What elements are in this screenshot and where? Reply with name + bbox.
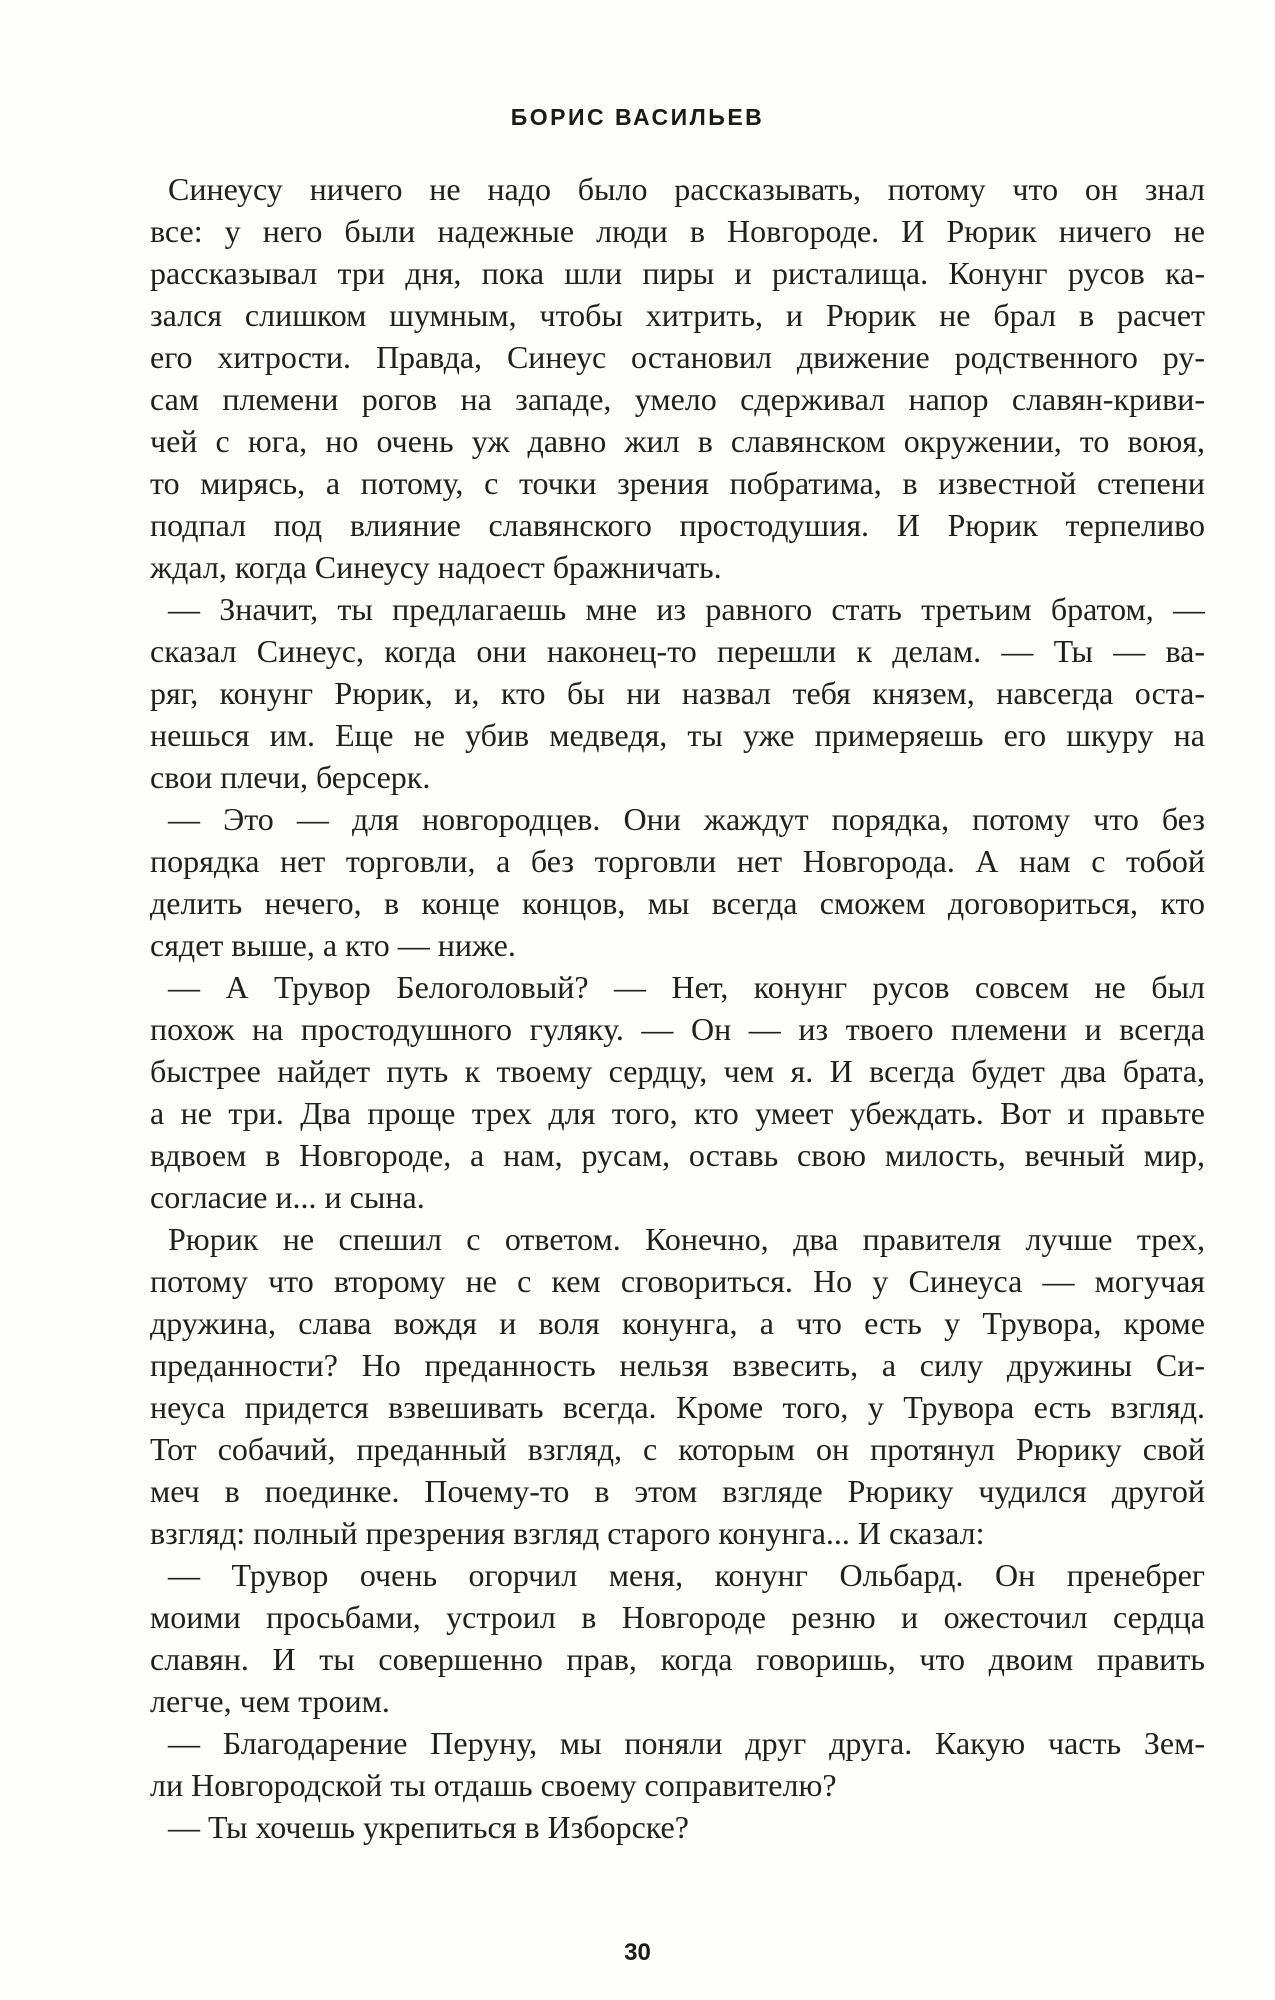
text-line: — Ты хочешь укрепиться в Изборске?	[168, 1809, 689, 1845]
text-line: зался слишком шумным, чтобы хитрить, и Рюрик не брал в расчет	[150, 297, 1205, 333]
text-line: сядет выше, а кто — ниже.	[150, 927, 516, 963]
text-line: рассказывал три дня, пока шли пиры и ристалища. Конунг русов ка-	[150, 255, 1205, 291]
text-line: а не три. Два проще трех для того, кто умеет убеждать. Вот и правьте	[150, 1095, 1205, 1131]
text-line: — Это — для новгородцев. Они жаждут порядка, потому что без	[168, 801, 1205, 837]
text-line: делить нечего, в конце концов, мы всегда сможем договориться, кто	[150, 885, 1205, 921]
text-line: преданности? Но преданность нельзя взвесить, а силу дружины Си-	[150, 1347, 1205, 1383]
text-line: Синеусу ничего не надо было рассказывать, потому что он знал	[168, 171, 1205, 207]
text-line: — Значит, ты предлагаешь мне из равного стать третьим братом, —	[168, 591, 1205, 627]
text-line: взгляд: полный презрения взгляд старого конунга... И сказал:	[150, 1515, 985, 1551]
paragraph	[150, 966, 1205, 1218]
paragraph	[150, 168, 1205, 588]
paragraph	[150, 798, 1205, 966]
paragraph	[150, 588, 1205, 798]
text-line: Тот собачий, преданный взгляд, с которым он протянул Рюрику свой	[150, 1431, 1205, 1467]
text-line: согласие и... и сына.	[150, 1179, 425, 1215]
text-line: потому что второму не с кем сговориться. Но у Синеуса — могучая	[150, 1263, 1205, 1299]
text-line: ряг, конунг Рюрик, и, кто бы ни назвал тебя князем, навсегда оста-	[150, 675, 1205, 711]
text-line: порядка нет торговли, а без торговли нет Новгорода. А нам с тобой	[150, 843, 1205, 879]
paragraph	[150, 1218, 1205, 1554]
text-line: все: у него были надежные люди в Новгороде. И Рюрик ничего не	[150, 213, 1205, 249]
text-line: моими просьбами, устроил в Новгороде резню и ожесточил сердца	[150, 1599, 1205, 1635]
text-line: неуса придется взвешивать всегда. Кроме того, у Трувора есть взгляд.	[150, 1389, 1205, 1425]
text-line: похож на простодушного гуляку. — Он — из твоего племени и всегда	[150, 1011, 1205, 1047]
text-line: быстрее найдет путь к твоему сердцу, чем я. И всегда будет два брата,	[150, 1053, 1205, 1089]
text-line: сказал Синеус, когда они наконец-то перешли к делам. — Ты — ва-	[150, 633, 1205, 669]
text-line: славян. И ты совершенно прав, когда говоришь, что двоим править	[150, 1641, 1205, 1677]
text-line: ждал, когда Синеусу надоест бражничать.	[150, 549, 722, 585]
page-number: 30	[624, 1939, 651, 1966]
text-line: сам племени рогов на западе, умело сдерживал напор славян-криви-	[150, 381, 1205, 417]
paragraph	[150, 1806, 1205, 1848]
text-line: меч в поединке. Почему-то в этом взгляде Рюрику чудился другой	[150, 1473, 1205, 1509]
text-line: свои плечи, берсерк.	[150, 759, 431, 795]
text-line: чей с юга, но очень уж давно жил в славянском окружении, то воюя,	[150, 423, 1205, 459]
paragraph	[150, 1722, 1205, 1806]
paragraph	[150, 1554, 1205, 1722]
text-line: подпал под влияние славянского простодушия. И Рюрик терпеливо	[150, 507, 1205, 543]
text-line: ли Новгородской ты отдашь своему соправителю?	[150, 1767, 837, 1803]
text-line: вдвоем в Новгороде, а нам, русам, оставь свою милость, вечный мир,	[150, 1137, 1205, 1173]
text-line: легче, чем троим.	[150, 1683, 390, 1719]
text-line: дружина, слава вождя и воля конунга, а что есть у Трувора, кроме	[150, 1305, 1205, 1341]
text-line: Рюрик не спешил с ответом. Конечно, два правителя лучше трех,	[168, 1221, 1205, 1257]
text-line: — Благодарение Перуну, мы поняли друг друга. Какую часть Зем-	[168, 1725, 1205, 1761]
running-header: БОРИС ВАСИЛЬЕВ	[510, 104, 765, 130]
text-line: его хитрости. Правда, Синеус остановил движение родственного ру-	[150, 339, 1205, 375]
text-line: — А Трувор Белоголовый? — Нет, конунг русов совсем не был	[168, 969, 1205, 1005]
body-text	[150, 168, 1205, 1848]
text-line: — Трувор очень огорчил меня, конунг Ольбард. Он пренебрег	[168, 1557, 1205, 1593]
text-line: нешься им. Еще не убив медведя, ты уже примеряешь его шкуру на	[150, 717, 1205, 753]
text-line: то мирясь, а потому, с точки зрения побратима, в известной степени	[150, 465, 1205, 501]
